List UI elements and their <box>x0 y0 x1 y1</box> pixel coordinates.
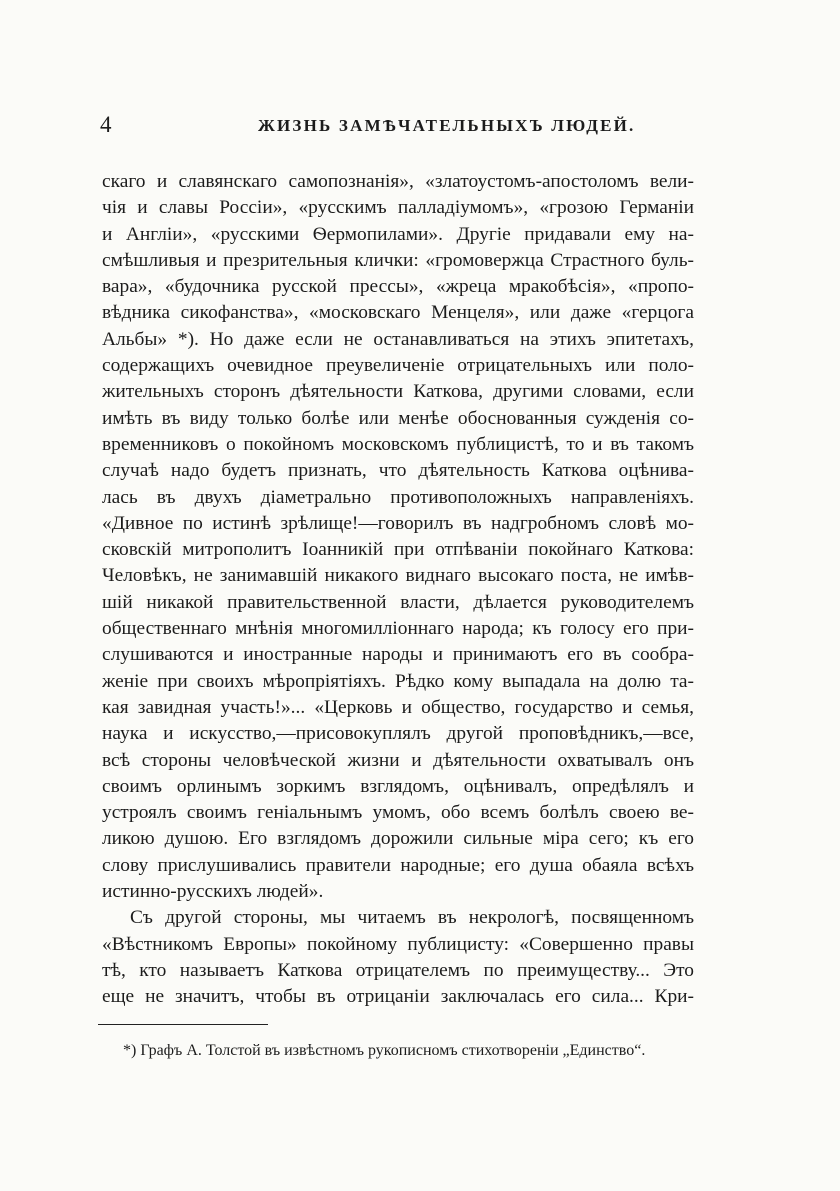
text-line: случаѣ надо будетъ признать, что дѣятельность Каткова оцѣнива- <box>102 460 694 482</box>
text-line: всѣ стороны человѣческой жизни и дѣятельности охватывалъ онъ <box>102 749 694 771</box>
text-line: истинно-русскихъ людей». <box>102 881 324 903</box>
text-line: и Англіи», «русскими Ѳермопилами». Другіе придавали ему на- <box>102 223 694 245</box>
footnote: *) Графъ А. Толстой въ извѣстномъ рукописномъ стихотвореніи „Единство“. <box>123 1042 646 1059</box>
text-line: слушиваются и иностранные народы и принимаютъ его въ сообра- <box>102 644 694 666</box>
text-line: женіе при своихъ мѣропріятіяхъ. Рѣдко кому выпадала на долю та- <box>102 670 694 692</box>
running-title: ЖИЗНЬ ЗАМѢЧАТЕЛЬНЫХЪ ЛЮДЕЙ. <box>258 116 636 135</box>
footnote-divider <box>98 1024 268 1025</box>
body-text <box>102 169 694 1011</box>
text-line: временниковъ о покойномъ московскомъ публицистѣ, то и въ такомъ <box>102 433 694 455</box>
text-line: скаго и славянскаго самопознанія», «златоустомъ-апостоломъ вели- <box>102 171 694 192</box>
text-line: ликою душою. Его взглядомъ дорожили сильные міра сего; къ его <box>102 828 694 850</box>
text-line: чія и славы Россіи», «русскимъ палладіумомъ», «грозою Германіи <box>102 197 694 219</box>
text-line: тѣ, кто называетъ Каткова отрицателемъ по преимуществу... Это <box>102 959 694 981</box>
text-line: содержащихъ очевидное преувеличеніе отрицательныхъ или поло- <box>102 355 694 377</box>
text-line: сковскій митрополитъ Іоанникій при отпѣваніи покойнаго Каткова: <box>102 539 694 561</box>
text-line: наука и искусство,—присовокуплялъ другой проповѣдникъ,—все, <box>102 723 694 745</box>
paragraph-1 <box>102 169 694 905</box>
text-line: общественнаго мнѣнія многомилліоннаго народа; къ голосу его при- <box>102 618 694 640</box>
text-line: имѣть въ виду только болѣе или менѣе обоснованныя сужденія со- <box>102 407 694 429</box>
text-line: лась въ двухъ діаметрально противоположныхъ направленіяхъ. <box>102 486 694 508</box>
text-line: еще не значитъ, чтобы въ отрицаніи заключалась его сила... Кри- <box>102 986 694 1008</box>
page-number: 4 <box>100 112 112 137</box>
text-line: смѣшливыя и презрительныя клички: «громовержца Страстного буль- <box>102 249 694 271</box>
text-line: Человѣкъ, не занимавшій никакого виднаго высокаго поста, не имѣв- <box>102 565 694 587</box>
text-line: своимъ орлинымъ зоркимъ взглядомъ, оцѣнивалъ, опредѣлялъ и <box>102 775 694 797</box>
text-line: вара», «будочника русской прессы», «жреца мракобѣсія», «пропо- <box>102 276 694 298</box>
text-line: кая завидная участь!»... «Церковь и общество, государство и семья, <box>102 696 694 718</box>
text-line: Съ другой стороны, мы читаемъ въ некрологѣ, посвященномъ <box>130 907 694 929</box>
text-line: шій никакой правительственной власти, дѣлается руководителемъ <box>102 591 694 613</box>
text-line: жительныхъ сторонъ дѣятельности Каткова, другими словами, если <box>102 381 694 403</box>
text-line: «Дивное по истинѣ зрѣлище!—говорилъ въ надгробномъ словѣ мо- <box>102 512 694 534</box>
text-line: вѣдника сикофанства», «московскаго Менцеля», или даже «герцога <box>102 302 694 324</box>
text-line: слову прислушивались правители народные; его душа обаяла всѣхъ <box>102 854 694 876</box>
text-line: Альбы» *). Но даже если не останавливаться на этихъ эпитетахъ, <box>102 328 694 350</box>
page-header <box>100 112 700 142</box>
text-line: «Вѣстникомъ Европы» покойному публицисту: «Совершенно правы <box>102 933 694 955</box>
text-line: устроялъ своимъ геніальнымъ умомъ, обо всемъ болѣлъ своею ве- <box>102 802 694 824</box>
paragraph-2 <box>102 905 694 1010</box>
